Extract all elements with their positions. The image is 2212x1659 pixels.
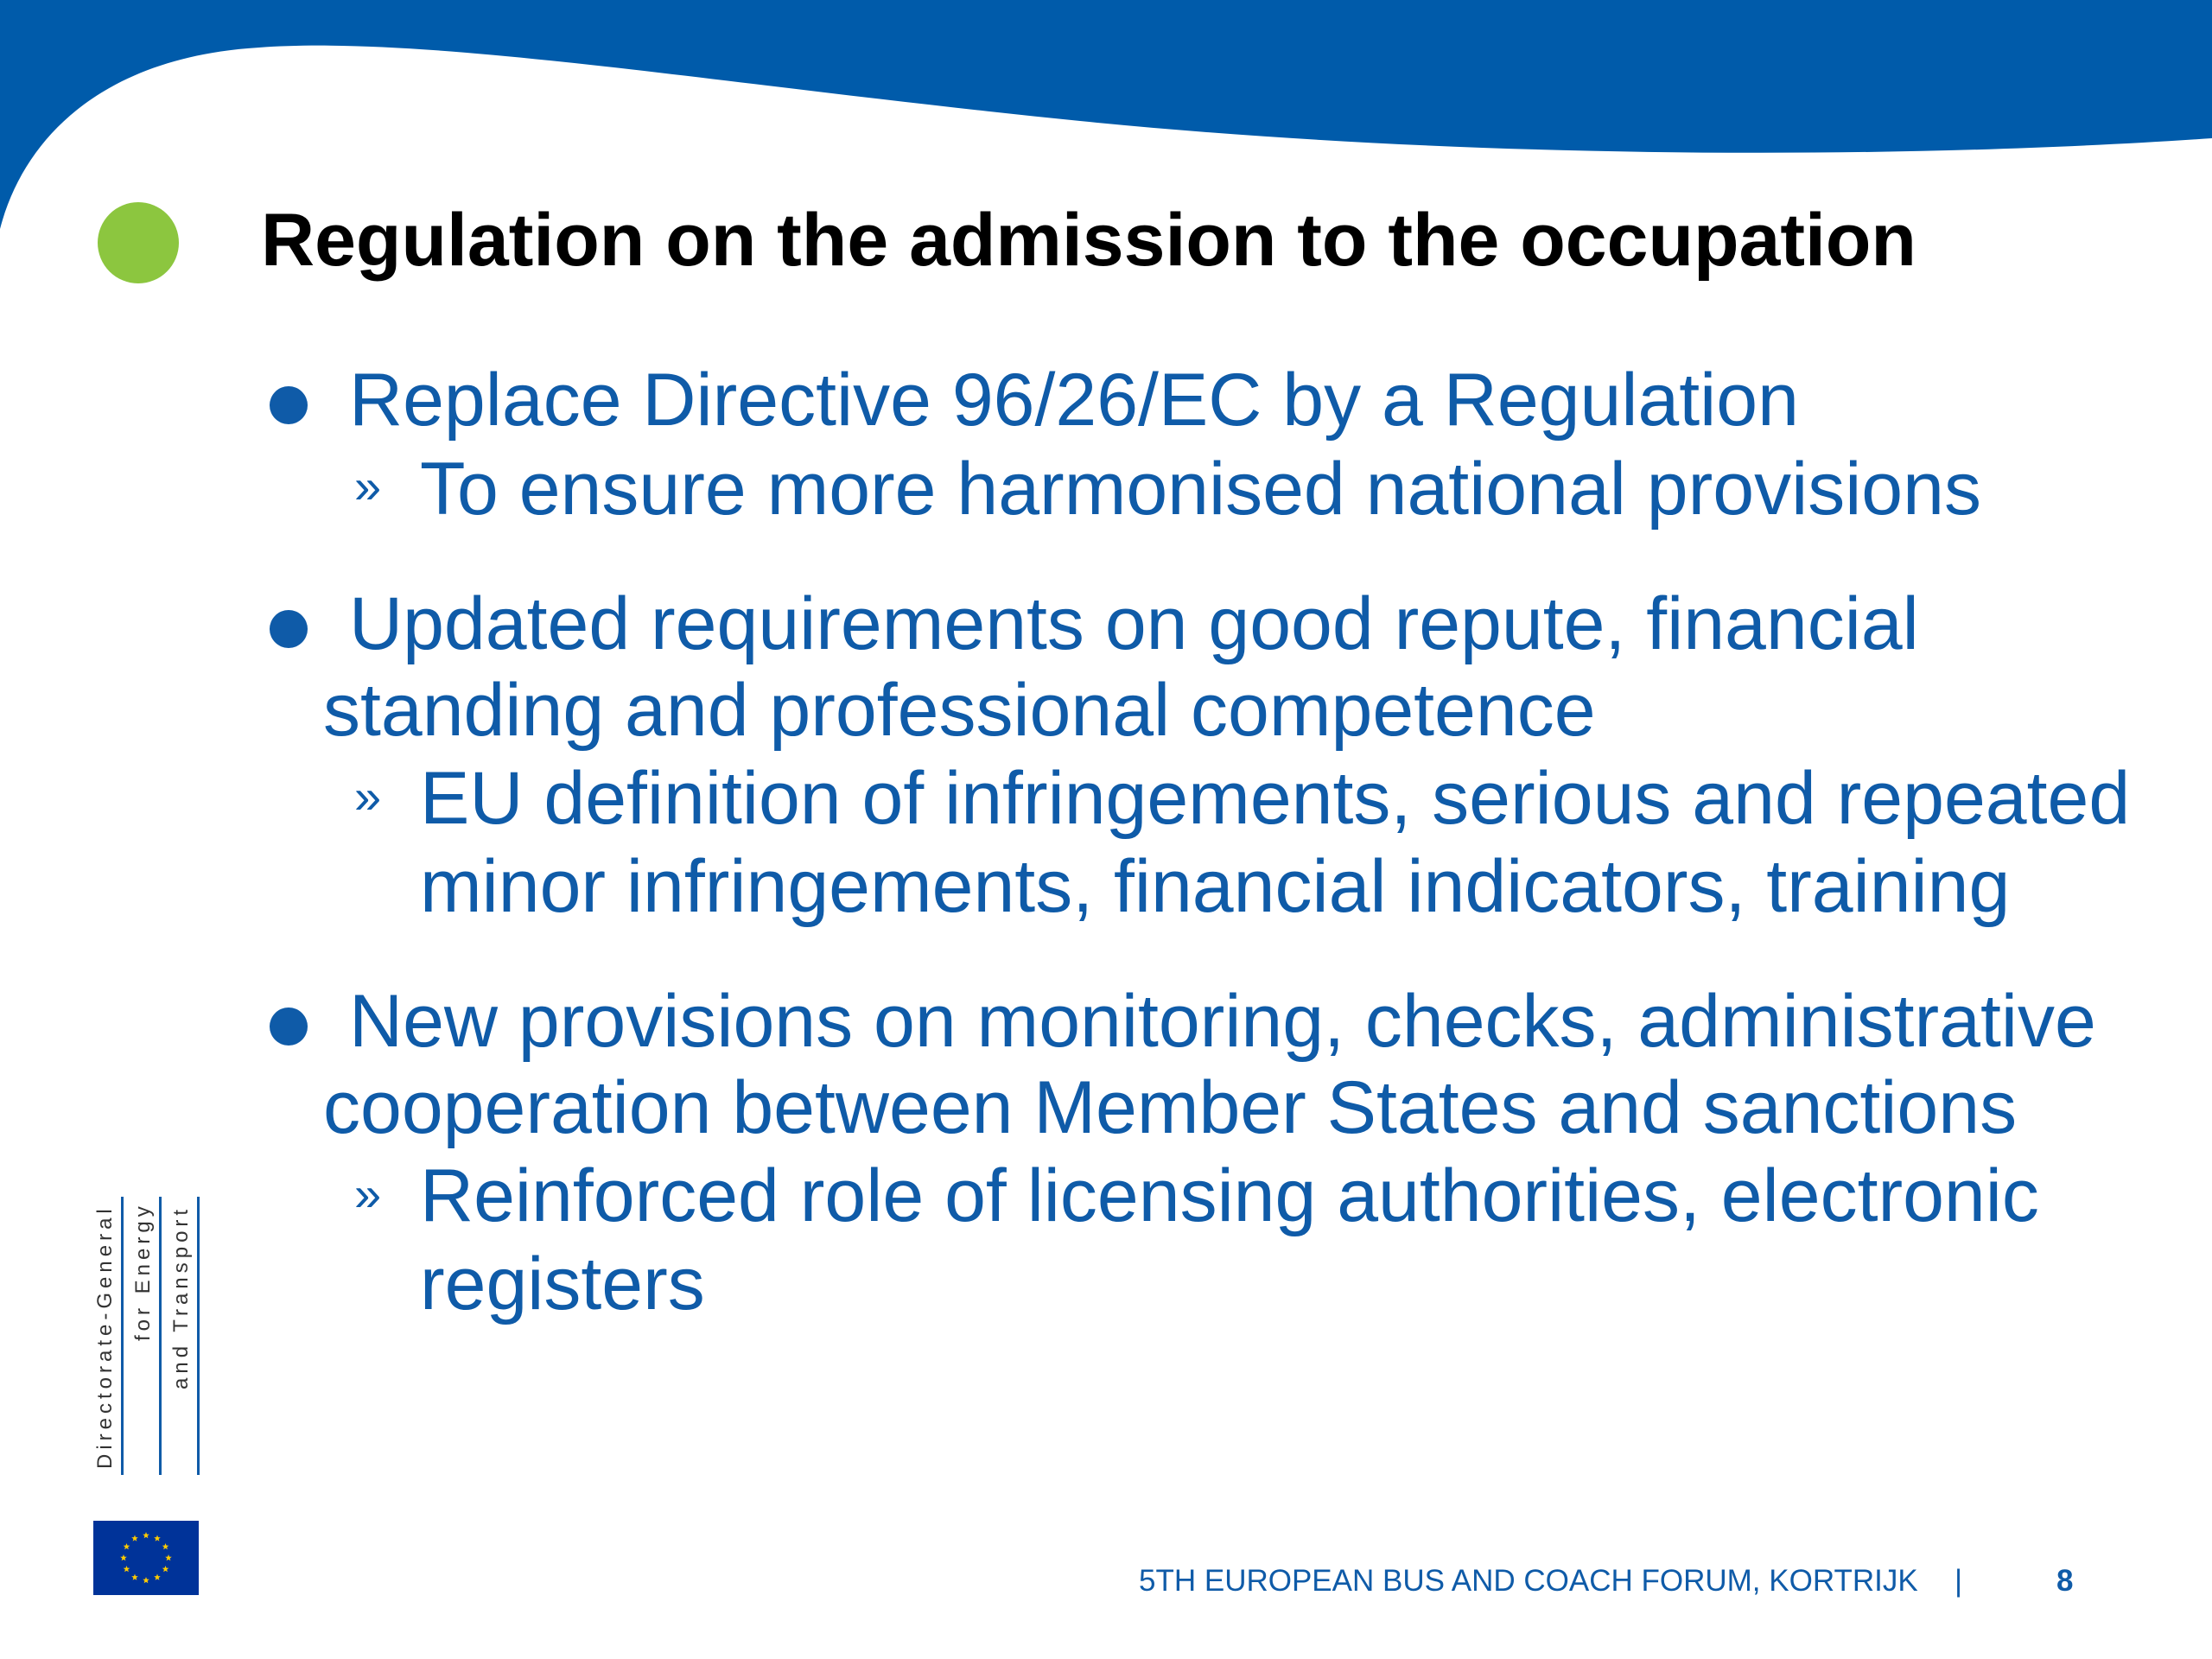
dg-line-2: for Energy	[131, 1202, 155, 1341]
sub-bullet-text: registers	[420, 1243, 705, 1325]
sub-bullet-marker: »	[354, 1166, 382, 1221]
bullet-text: New provisions on monitoring, checks, administrative	[349, 980, 2096, 1063]
dg-rule	[121, 1197, 124, 1475]
bullet-text: standing and professional competence	[323, 669, 1596, 752]
bullet-dot	[270, 610, 308, 648]
sub-bullet-text: EU definition of infringements, serious and repeated	[420, 757, 2131, 840]
dg-rule	[197, 1197, 200, 1475]
sub-bullet-text: minor infringements, financial indicators, training	[420, 845, 2011, 928]
footer-separator: |	[1955, 1564, 1963, 1598]
dg-rule	[159, 1197, 162, 1475]
dg-line-1: Directorate-General	[93, 1205, 117, 1469]
sub-bullet-marker: »	[354, 769, 382, 823]
title-bullet-dot	[98, 202, 179, 283]
bullet-text: Replace Directive 96/26/EC by a Regulation	[349, 359, 1799, 442]
bullet-text: cooperation between Member States and sanctions	[323, 1066, 2018, 1149]
sub-bullet-text: Reinforced role of licensing authorities, electronic	[420, 1154, 2039, 1237]
sub-bullet-text: To ensure more harmonised national provisions	[420, 448, 1981, 531]
bullet-dot	[270, 1007, 308, 1046]
page-number: 8	[2056, 1564, 2074, 1598]
bullet-dot	[270, 386, 308, 424]
slide-title: Regulation on the admission to the occupation	[261, 199, 1916, 282]
dg-line-3: and Transport	[169, 1205, 193, 1389]
sub-bullet-marker: »	[354, 459, 382, 513]
footer-event: 5TH EUROPEAN BUS AND COACH FORUM, KORTRIJK	[1139, 1564, 1918, 1598]
eu-flag-icon	[93, 1521, 199, 1595]
bullet-text: Updated requirements on good repute, financial	[349, 582, 1919, 665]
